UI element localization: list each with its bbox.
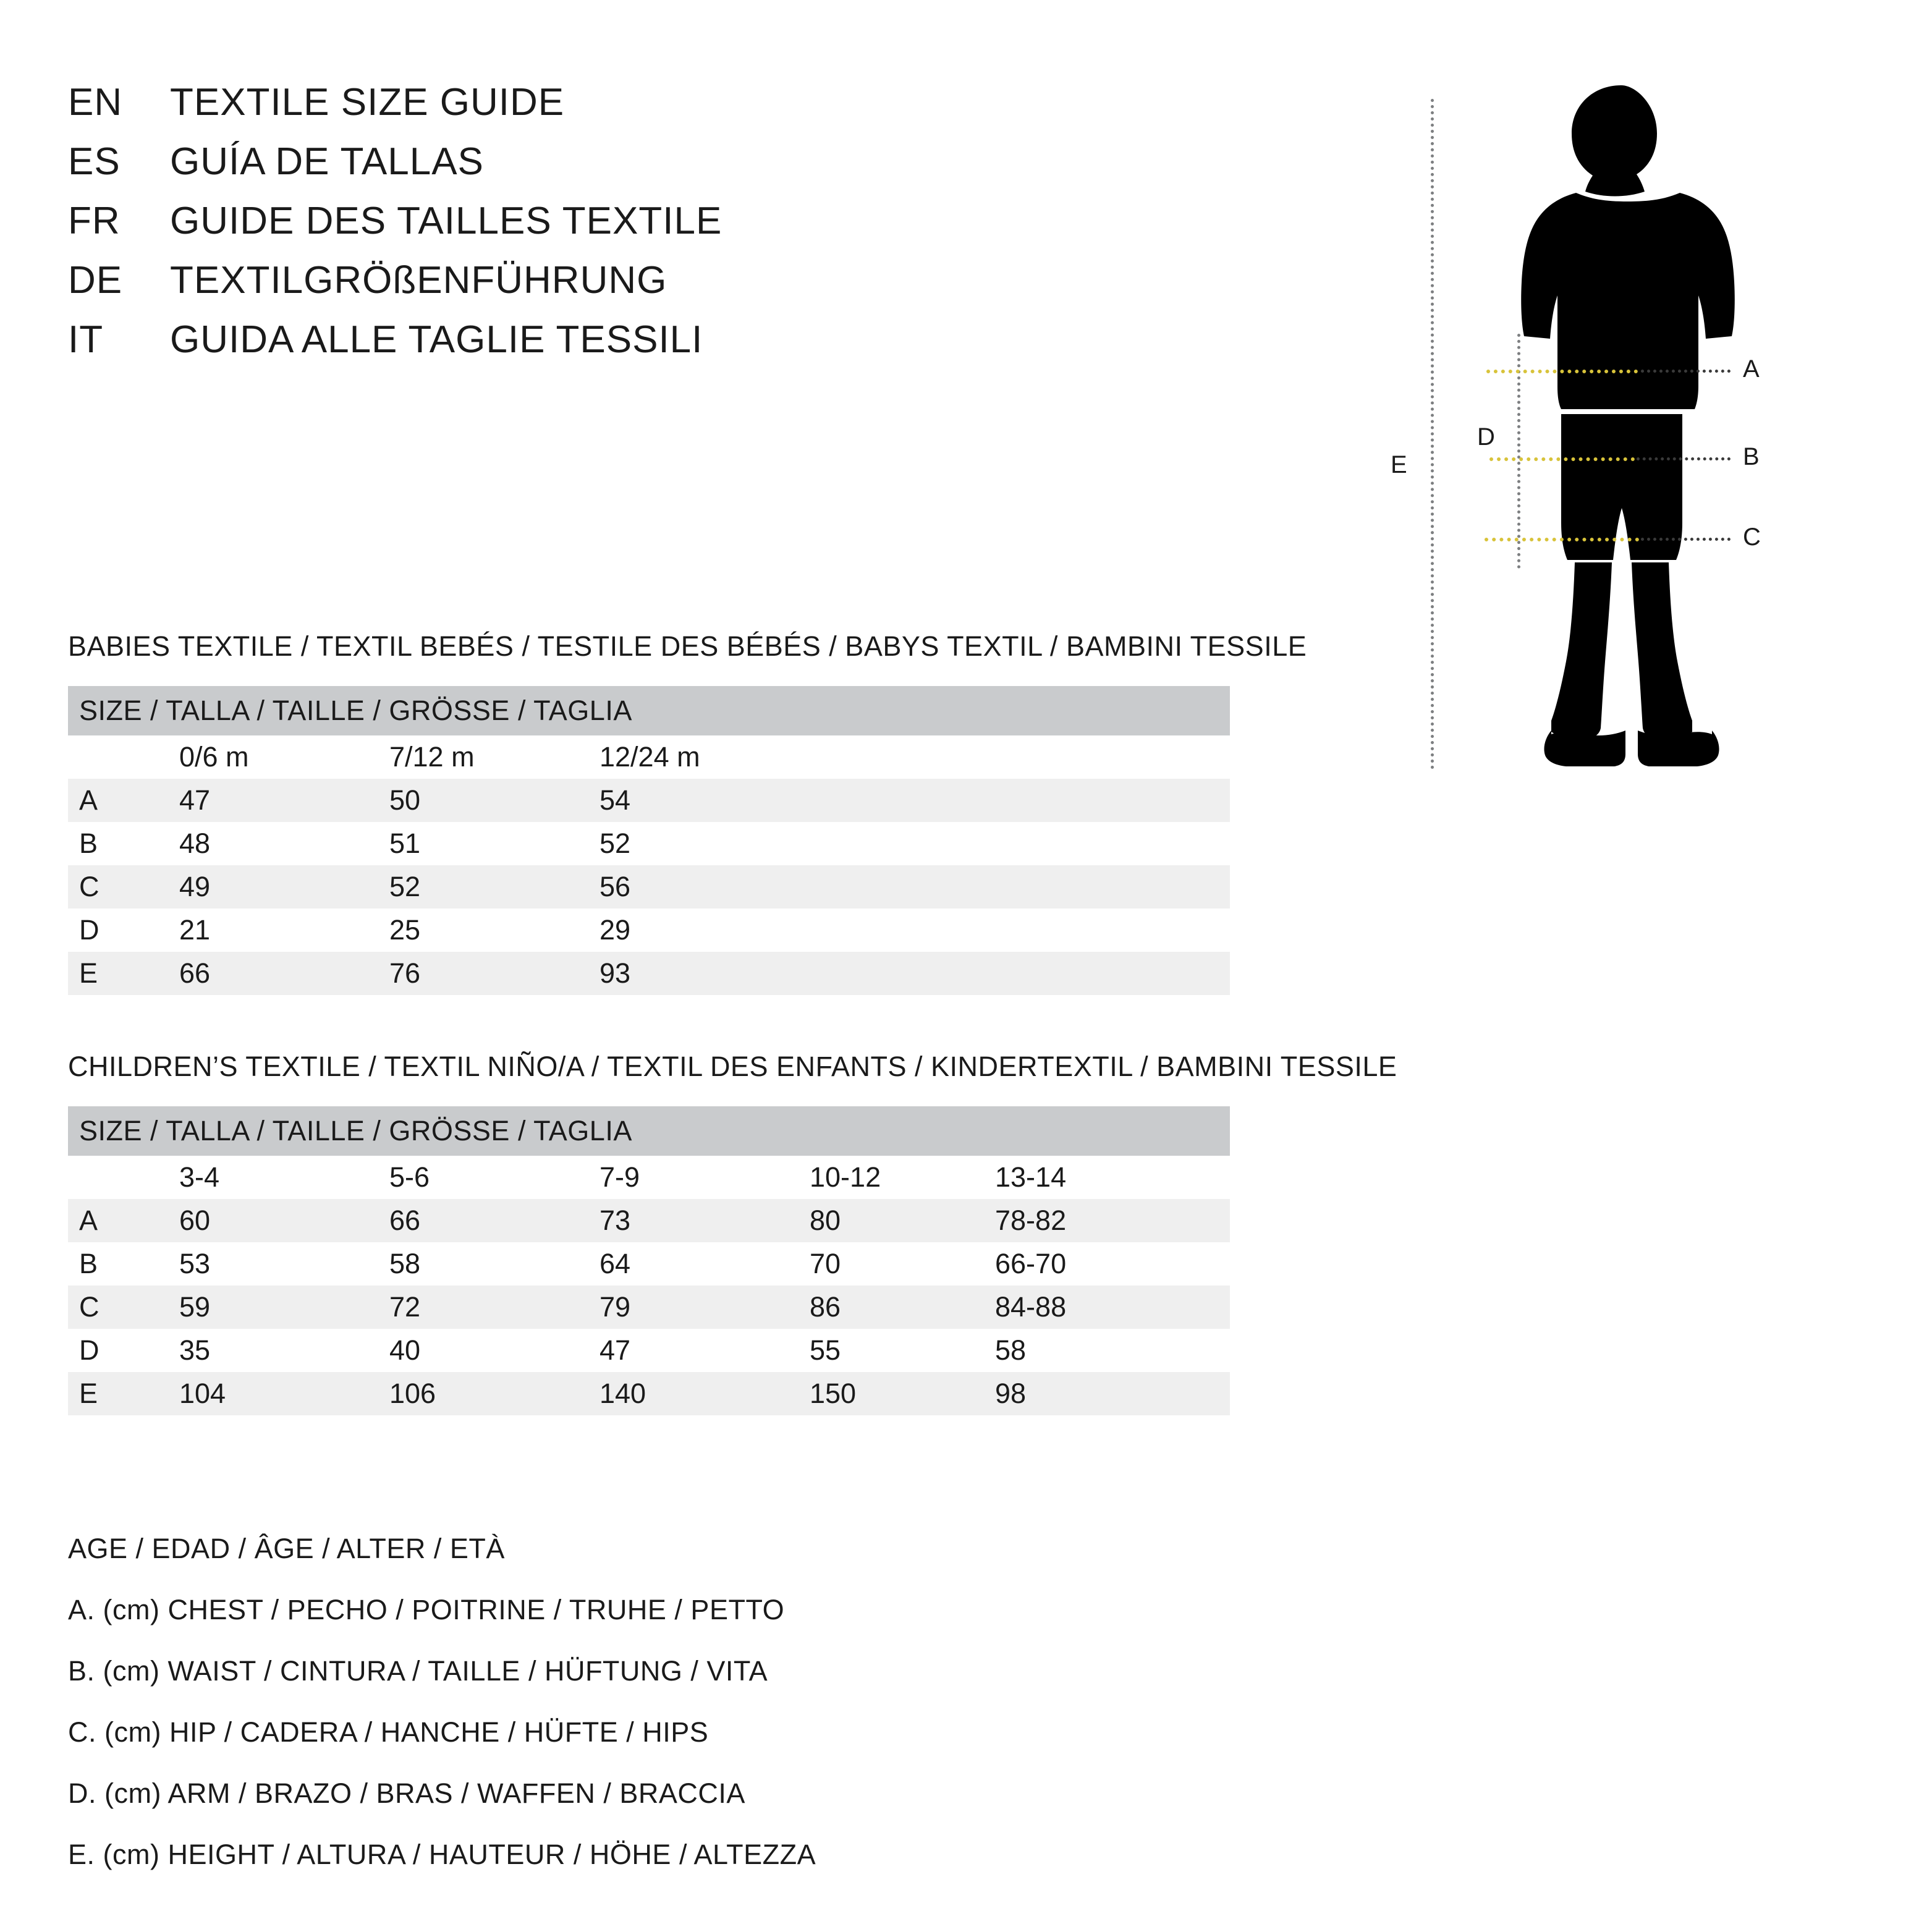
babies-cell-d-1: 25 [389,914,421,946]
babies-cell-e-0: 66 [179,952,389,995]
table-row [68,1242,1230,1286]
babies-col-1: 7/12 m [389,741,475,773]
children-cell-e-0: 104 [179,1372,389,1415]
children-column-header-row [68,1156,1230,1199]
children-row-label-b: B [79,1248,98,1279]
children-table [68,1106,1230,1415]
title-block [68,80,1242,377]
legend-line-c-hip: C. (cm) HIP / CADERA / HANCHE / HÜFTE / HIPS [68,1716,709,1748]
children-cell-a-0: 60 [179,1199,389,1242]
title-lang-en: EN [68,81,123,124]
title-row-de [68,258,1242,318]
babies-cell-c-2: 56 [600,865,1230,909]
figure-label-d: D [1477,423,1495,451]
babies-row-label-b: B [79,828,98,859]
table-row [68,909,1230,952]
children-cell-d-1: 40 [389,1334,421,1366]
table-row [68,1286,1230,1329]
figure-measure-line-b [1489,457,1635,461]
figure-label-b: B [1743,443,1760,470]
babies-table [68,686,1230,995]
legend-line-e-height: E. (cm) HEIGHT / ALTURA / HAUTEUR / HÖHE / ALTEZZA [68,1839,816,1870]
title-text-fr: GUIDE DES TAILLES TEXTILE [170,200,722,242]
title-text-de: TEXTILGRÖßENFÜHRUNG [170,259,667,302]
table-row [68,1199,1230,1242]
children-col-0: 3-4 [179,1161,220,1193]
title-lang-de: DE [68,259,123,302]
children-cell-b-3: 70 [810,1248,841,1279]
babies-cell-a-0: 47 [179,779,389,822]
children-cell-a-1: 66 [389,1199,600,1242]
children-cell-d-2: 47 [600,1334,631,1366]
legend-line-age: AGE / EDAD / ÂGE / ALTER / ETÀ [68,1533,505,1564]
figure-label-e: E [1391,451,1407,478]
children-row-label-c: C [68,1286,179,1329]
table-row [68,952,1230,995]
babies-section-caption: BABIES TEXTILE / TEXTIL BEBÉS / TESTILE DES BÉBÉS / BABYS TEXTIL / BAMBINI TESSILE [68,630,1307,662]
children-cell-d-4: 58 [995,1334,1027,1366]
title-row-en [68,80,1242,140]
children-cell-b-1: 58 [389,1248,421,1279]
table-row [68,779,1230,822]
children-cell-e-2: 140 [600,1372,810,1415]
title-lang-es: ES [68,140,121,183]
babies-cell-e-1: 76 [389,952,600,995]
title-row-es [68,140,1242,199]
babies-table-grid [68,735,1230,995]
babies-cell-b-2: 52 [600,828,631,859]
figure-label-c: C [1743,523,1761,551]
title-text-en: TEXTILE SIZE GUIDE [170,81,565,124]
babies-cell-c-1: 52 [389,865,600,909]
children-table-grid [68,1156,1230,1415]
legend-line-b-waist: B. (cm) WAIST / CINTURA / TAILLE / HÜFTUNG / VITA [68,1655,768,1687]
babies-column-header-row [68,735,1230,779]
children-cell-d-0: 35 [179,1334,211,1366]
babies-size-header: SIZE / TALLA / TAILLE / GRÖSSE / TAGLIA [68,686,1230,735]
children-corner-cell [68,1156,179,1199]
figure-label-a: A [1743,355,1760,383]
table-row [68,1372,1230,1415]
children-col-4: 13-14 [995,1161,1067,1193]
babies-cell-e-2: 93 [600,952,1230,995]
children-cell-d-3: 55 [810,1334,841,1366]
title-lang-fr: FR [68,200,121,242]
babies-row-label-e: E [68,952,179,995]
babies-cell-a-2: 54 [600,779,1230,822]
children-cell-c-0: 59 [179,1286,389,1329]
measurement-legend [68,1533,1304,1900]
children-section-caption: CHILDREN’S TEXTILE / TEXTIL NIÑO/A / TEXTIL DES ENFANTS / KINDERTEXTIL / BAMBINI TESSILE [68,1051,1397,1082]
figure-measure-line-a [1486,370,1638,373]
title-lang-it: IT [68,318,104,361]
children-cell-c-3: 86 [810,1286,995,1329]
children-cell-e-3: 150 [810,1372,995,1415]
title-text-it: GUIDA ALLE TAGLIE TESSILI [170,318,703,361]
babies-cell-b-1: 51 [389,828,421,859]
figure-leader-c [1641,538,1731,541]
title-row-it [68,318,1242,377]
figure-leader-b [1637,457,1731,460]
figure-leader-a [1641,370,1731,373]
babies-col-2: 12/24 m [600,741,700,773]
babies-row-label-a: A [68,779,179,822]
figure-guide-e [1431,99,1434,769]
children-cell-e-1: 106 [389,1372,600,1415]
table-row [68,1329,1230,1372]
measurement-figure [1391,80,1885,773]
children-cell-a-3: 80 [810,1199,995,1242]
children-cell-e-4: 98 [995,1372,1230,1415]
children-col-2: 7-9 [600,1161,640,1193]
child-silhouette-icon [1471,80,1792,773]
children-size-header: SIZE / TALLA / TAILLE / GRÖSSE / TAGLIA [68,1106,1230,1156]
children-cell-a-4: 78-82 [995,1199,1230,1242]
title-text-es: GUÍA DE TALLAS [170,140,484,183]
title-row-fr [68,199,1242,258]
babies-col-0: 0/6 m [179,741,249,773]
children-row-label-d: D [79,1334,100,1366]
children-cell-c-2: 79 [600,1286,810,1329]
children-row-label-a: A [68,1199,179,1242]
babies-cell-d-2: 29 [600,914,631,946]
children-cell-c-4: 84-88 [995,1286,1230,1329]
babies-row-label-c: C [68,865,179,909]
children-cell-c-1: 72 [389,1286,600,1329]
babies-corner-cell [68,735,179,779]
children-cell-b-0: 53 [179,1248,211,1279]
children-cell-b-2: 64 [600,1248,631,1279]
babies-row-label-d: D [79,914,100,946]
children-col-3: 10-12 [810,1161,881,1193]
legend-line-a-chest: A. (cm) CHEST / PECHO / POITRINE / TRUHE / PETTO [68,1594,785,1625]
babies-cell-a-1: 50 [389,779,600,822]
legend-line-d-arm: D. (cm) ARM / BRAZO / BRAS / WAFFEN / BRACCIA [68,1777,745,1809]
babies-cell-b-0: 48 [179,828,211,859]
babies-cell-d-0: 21 [179,914,211,946]
children-row-label-e: E [68,1372,179,1415]
babies-cell-c-0: 49 [179,865,389,909]
children-cell-a-2: 73 [600,1199,810,1242]
table-row [68,822,1230,865]
children-col-1: 5-6 [389,1161,430,1193]
figure-measure-line-c [1485,538,1639,541]
children-cell-b-4: 66-70 [995,1248,1067,1279]
table-row [68,865,1230,909]
